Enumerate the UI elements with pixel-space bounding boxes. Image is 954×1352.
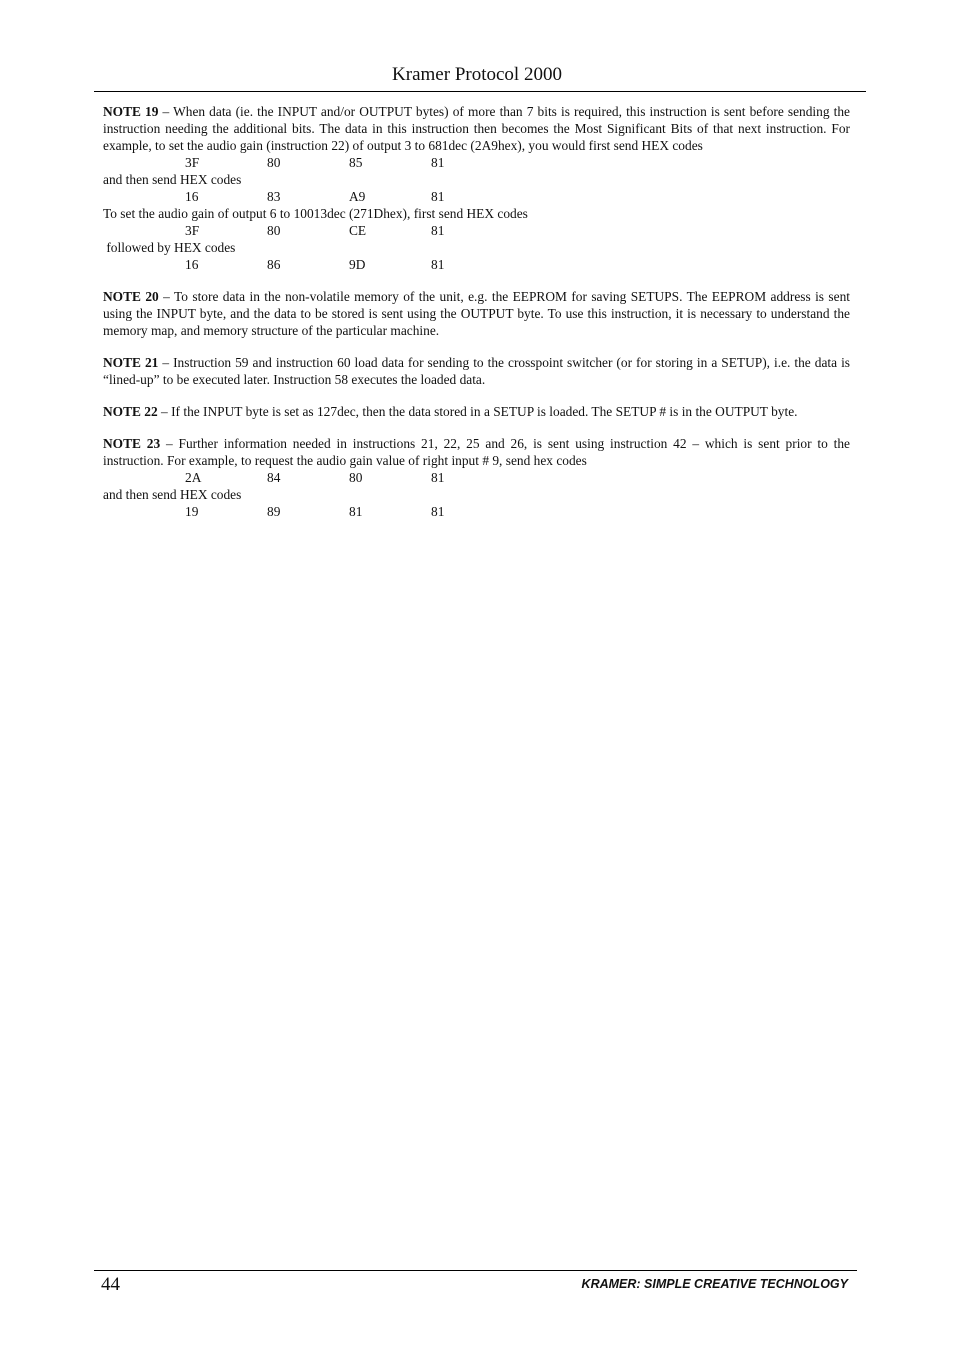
note-20-label: NOTE 20	[103, 289, 159, 304]
hex-code: 3F	[185, 155, 200, 170]
hex-code-row	[103, 188, 850, 205]
hex-code: 2A	[185, 470, 202, 485]
hex-code-row	[103, 256, 850, 273]
hex-code-row	[103, 469, 850, 486]
hex-code-row	[103, 222, 850, 239]
note-21-text: – Instruction 59 and instruction 60 load data for sending to the crosspoint switcher (or for storing in a SETUP), i.e. the data is “lined-up” to be executed later. Instruction 58 executes the loaded data.	[103, 355, 850, 387]
note-21-paragraph	[103, 354, 850, 388]
note-19	[103, 103, 850, 273]
hex-code: A9	[349, 189, 366, 204]
note-19-text: – When data (ie. the INPUT and/or OUTPUT bytes) of more than 7 bits is required, this instruction is sent before sending the instruction needing the additional bits. The data in this instruction then becomes the Most Significant Bits of that next instruction. For example, to set the audio gain (instruction 22) of output 3 to 681dec (2A9hex), you would first send HEX codes	[103, 104, 851, 153]
note-23-text: – Further information needed in instructions 21, 22, 25 and 26, is sent using instruction 42 – which is sent prior to the instruction. For example, to request the audio gain value of right input # 9, send hex codes	[103, 436, 850, 468]
note-22	[103, 403, 850, 420]
hex-code: 81	[431, 223, 445, 238]
note-23-label: NOTE 23	[103, 436, 161, 451]
hex-code: 16	[185, 189, 199, 204]
note-22-text: – If the INPUT byte is set as 127dec, then the data stored in a SETUP is loaded. The SETUP # is in the OUTPUT byte.	[157, 404, 798, 419]
note-23	[103, 435, 850, 520]
hex-code: 81	[431, 470, 445, 485]
hex-code-row	[103, 154, 850, 171]
hex-code: CE	[349, 223, 367, 238]
note-19-paragraph	[103, 103, 850, 154]
hex-code: 81	[431, 504, 445, 519]
note-23-paragraph	[103, 435, 850, 469]
note-20	[103, 288, 850, 339]
note-20-text: – To store data in the non-volatile memory of the unit, e.g. the EEPROM for saving SETUPS. The EEPROM address is sent using the INPUT byte, and the data to be stored is sent using the OUTPUT byte. To use this instruction, it is necessary to understand the memory map, and memory structure of the particular machine.	[103, 289, 850, 338]
hex-code: 84	[267, 470, 281, 485]
note-20-paragraph	[103, 288, 850, 339]
note-21	[103, 354, 850, 388]
note-19-label: NOTE 19	[103, 104, 159, 119]
footer-brand: KRAMER: SIMPLE CREATIVE TECHNOLOGY	[581, 1277, 848, 1291]
note-23-line-1: and then send HEX codes	[103, 487, 242, 502]
note-22-paragraph	[103, 403, 850, 420]
hex-code: 80	[267, 223, 281, 238]
note-19-line-2: To set the audio gain of output 6 to 10013dec (271Dhex), first send HEX codes	[103, 206, 528, 221]
hex-code: 19	[185, 504, 199, 519]
hex-code: 81	[349, 504, 363, 519]
note-19-line-3: followed by HEX codes	[103, 240, 236, 255]
footer-divider	[94, 1270, 857, 1271]
hex-code: 81	[431, 155, 445, 170]
hex-code: 81	[431, 257, 445, 272]
hex-code: 89	[267, 504, 281, 519]
hex-code: 85	[349, 155, 363, 170]
header-divider	[94, 91, 866, 92]
note-19-line-1: and then send HEX codes	[103, 172, 242, 187]
hex-code: 9D	[349, 257, 366, 272]
hex-code: 81	[431, 189, 445, 204]
page-number: 44	[101, 1274, 120, 1295]
page-header-title: Kramer Protocol 2000	[392, 64, 562, 85]
hex-code-row	[103, 503, 850, 520]
page-content	[103, 103, 850, 535]
hex-code: 86	[267, 257, 281, 272]
note-22-label: NOTE 22	[103, 404, 158, 419]
hex-code: 80	[267, 155, 281, 170]
hex-code: 80	[349, 470, 363, 485]
hex-code: 16	[185, 257, 199, 272]
note-21-label: NOTE 21	[103, 355, 159, 370]
hex-code: 3F	[185, 223, 200, 238]
hex-code: 83	[267, 189, 281, 204]
